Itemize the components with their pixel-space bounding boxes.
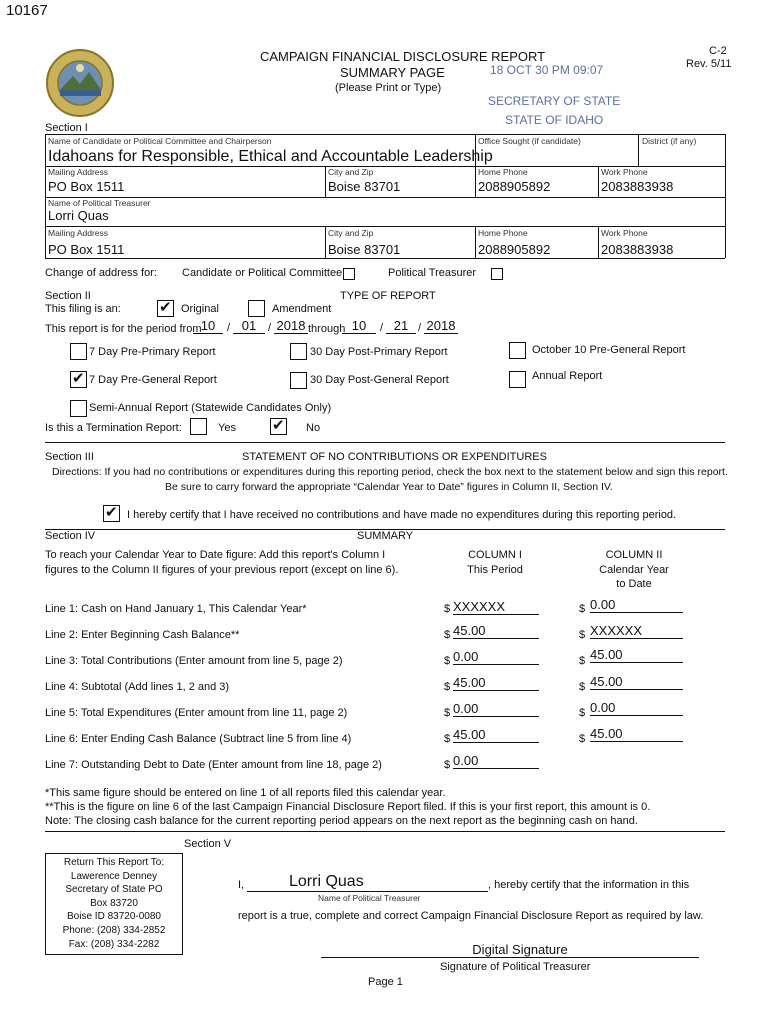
treasurer-city-label: City and Zip (328, 228, 374, 238)
signature-field[interactable]: Digital Signature (321, 942, 699, 958)
mailing-address-label: Mailing Address (48, 167, 109, 177)
treasurer-name-label: Name of Political Treasurer (48, 198, 151, 208)
pre-general-7day-checkbox[interactable] (70, 371, 87, 388)
oct10-pre-general-label: October 10 Pre-General Report (532, 344, 686, 356)
from-day-field[interactable]: 01 (233, 318, 265, 334)
certify-i-label: I, (238, 879, 245, 891)
check-mark-icon: ✔ (159, 299, 172, 316)
form-revision: Rev. 5/11 (686, 58, 732, 70)
post-primary-30day-label: 30 Day Post-Primary Report (310, 346, 448, 358)
footnote-3: Note: The closing cash balance for the current reporting period appears on the next report as the beginning cash on hand. (45, 815, 638, 827)
currency-symbol: $ (579, 707, 586, 719)
termination-label: Is this a Termination Report: (45, 422, 182, 434)
treasurer-mailing-label: Mailing Address (48, 228, 109, 238)
line-1-col1-field[interactable]: XXXXXX (453, 599, 539, 615)
summary-heading: SUMMARY (357, 530, 414, 542)
currency-symbol: $ (444, 681, 451, 693)
certify-statement: , hereby certify that the information in this (488, 879, 690, 891)
column-1-title: COLUMN I (468, 549, 522, 561)
return-address-line: Secretary of State PO (65, 884, 163, 896)
date-separator: / (268, 322, 272, 334)
treasurer-home-field[interactable]: 2088905892 (478, 242, 551, 257)
summary-line-label: Line 2: Enter Beginning Cash Balance** (45, 629, 240, 641)
line-5-col1-field[interactable]: 0.00 (453, 701, 539, 717)
state-seal (45, 48, 115, 118)
page-number: Page 1 (368, 976, 403, 988)
post-general-30day-label: 30 Day Post-General Report (310, 374, 449, 386)
treasurer-name-caption: Name of Political Treasurer (318, 893, 421, 903)
work-phone-field[interactable]: 2083883938 (601, 179, 674, 194)
office-stamp-line2: STATE OF IDAHO (505, 113, 604, 127)
line-4-col2-field[interactable]: 45.00 (590, 674, 683, 690)
line-1-col2-field[interactable]: 0.00 (590, 597, 683, 613)
return-address-line: Return This Report To: (63, 857, 165, 868)
pre-general-7day-label: 7 Day Pre-General Report (89, 374, 217, 386)
currency-symbol: $ (444, 629, 451, 641)
post-primary-30day-checkbox[interactable] (290, 343, 307, 360)
line-6-col2-field[interactable]: 45.00 (590, 726, 683, 742)
no-contributions-heading: STATEMENT OF NO CONTRIBUTIONS OR EXPENDITURES (242, 451, 547, 463)
office-stamp-line1: SECRETARY OF STATE (488, 94, 621, 108)
print-instruction: (Please Print or Type) (335, 82, 442, 94)
summary-line-label: Line 1: Cash on Hand January 1, This Calendar Year* (45, 603, 307, 615)
termination-no-label: No (306, 422, 321, 434)
currency-symbol: $ (579, 733, 586, 745)
currency-symbol: $ (444, 603, 451, 615)
pre-primary-7day-checkbox[interactable] (70, 343, 87, 360)
seal-icon (45, 48, 115, 118)
period-label: This report is for the period from (45, 323, 202, 335)
change-candidate-checkbox[interactable] (343, 268, 355, 280)
line-4-col1-field[interactable]: 45.00 (453, 675, 539, 691)
section-4-title: Section IV (45, 530, 96, 542)
amendment-checkbox[interactable] (248, 300, 265, 317)
change-treasurer-label: Political Treasurer (388, 267, 477, 279)
return-address-line: Lawerence Denney (70, 870, 158, 882)
treasurer-home-label: Home Phone (478, 228, 528, 238)
report-title: CAMPAIGN FINANCIAL DISCLOSURE REPORT (260, 49, 546, 64)
date-separator: / (227, 322, 231, 334)
section-1-title: Section I (45, 122, 88, 134)
document-number: 10167 (6, 2, 48, 19)
return-address-box (45, 853, 183, 955)
report-subtitle: SUMMARY PAGE (340, 65, 445, 80)
return-address-line: Boise ID 83720-0080 (67, 911, 161, 923)
section-3-title: Section III (45, 451, 94, 463)
line-3-col1-field[interactable]: 0.00 (453, 649, 539, 665)
change-address-label: Change of address for: (45, 267, 157, 279)
through-label: through (308, 323, 346, 335)
pre-primary-7day-label: 7 Day Pre-Primary Report (89, 346, 216, 358)
currency-symbol: $ (444, 759, 451, 771)
to-year-field[interactable]: 2018 (424, 318, 458, 334)
mailing-address-field[interactable]: PO Box 1511 (48, 179, 125, 194)
committee-name-label: Name of Candidate or Political Committee and Chairperson (48, 136, 272, 146)
currency-symbol: $ (579, 629, 586, 641)
to-day-field[interactable]: 21 (386, 318, 416, 334)
column-2-subtitle: Calendar Year (599, 564, 669, 576)
column-1-subtitle: This Period (467, 564, 523, 576)
annual-report-checkbox[interactable] (509, 371, 526, 388)
termination-yes-checkbox[interactable] (190, 418, 207, 435)
termination-no-checkbox[interactable] (270, 418, 287, 435)
check-mark-icon: ✔ (272, 417, 285, 434)
original-label: Original (181, 303, 219, 315)
certify-statement-line2: report is a true, complete and correct Campaign Financial Disclosure Report as required by law. (238, 910, 704, 922)
received-stamp: 18 OCT 30 PM 09:07 (490, 63, 604, 77)
line-2-col1-field[interactable]: 45.00 (453, 623, 539, 639)
semi-annual-label: Semi-Annual Report (Statewide Candidates Only) (89, 402, 332, 414)
return-address-line: Fax: (208) 334-2282 (68, 938, 160, 950)
treasurer-mailing-field[interactable]: PO Box 1511 (48, 242, 125, 257)
section-divider (45, 442, 725, 443)
summary-intro-line2: figures to the Column II figures of your previous report (except on line 6). (45, 564, 399, 576)
currency-symbol: $ (579, 681, 586, 693)
semi-annual-checkbox[interactable] (70, 400, 87, 417)
currency-symbol: $ (444, 733, 451, 745)
section-3-directions: Directions: If you had no contributions or expenditures during this reporting period, check the box next to the statement below and sign this report. (52, 466, 728, 478)
treasurer-work-label: Work Phone (601, 228, 648, 238)
summary-line-label: Line 7: Outstanding Debt to Date (Enter amount from line 18, page 2) (45, 759, 382, 771)
original-checkbox[interactable] (157, 300, 174, 317)
currency-symbol: $ (444, 707, 451, 719)
date-separator: / (418, 322, 422, 334)
filing-type-label: This filing is an: (45, 303, 121, 315)
to-month-field[interactable]: 10 (342, 318, 376, 334)
summary-intro-line1: To reach your Calendar Year to Date figure: Add this report's Column I (45, 549, 386, 561)
return-address-line: Box 83720 (90, 897, 138, 909)
treasurer-certify-name-field[interactable]: Lorri Quas (247, 873, 488, 892)
district-label: District (if any) (642, 136, 697, 146)
annual-report-label: Annual Report (532, 370, 603, 382)
city-zip-field[interactable]: Boise 83701 (328, 179, 401, 194)
termination-yes-label: Yes (218, 422, 236, 434)
column-2-subtitle: to Date (616, 578, 652, 590)
committee-name-field[interactable]: Idahoans for Responsible, Ethical and Accountable Leadership (48, 148, 493, 165)
type-of-report-heading: TYPE OF REPORT (340, 290, 436, 302)
section-2-title: Section II (45, 290, 91, 302)
check-mark-icon: ✔ (72, 370, 85, 387)
section-divider (45, 831, 725, 832)
check-mark-icon: ✔ (105, 504, 118, 521)
line-3-col2-field[interactable]: 45.00 (590, 647, 683, 663)
treasurer-work-field[interactable]: 2083883938 (601, 242, 674, 257)
currency-symbol: $ (579, 655, 586, 667)
summary-line-label: Line 4: Subtotal (Add lines 1, 2 and 3) (45, 681, 230, 693)
currency-symbol: $ (444, 655, 451, 667)
summary-line-label: Line 6: Enter Ending Cash Balance (Subtract line 5 from line 4) (45, 733, 352, 745)
footnote-2: **This is the figure on line 6 of the last Campaign Financial Disclosure Report filed. If this is your first report, this amount is 0. (45, 801, 651, 813)
footnote-1: *This same figure should be entered on line 1 of all reports filed this calendar year. (45, 787, 446, 799)
oct10-pre-general-checkbox[interactable] (509, 342, 526, 359)
from-year-field[interactable]: 2018 (274, 318, 308, 334)
no-activity-certify-label: I hereby certify that I have received no contributions and have made no expenditures during this reporting period. (127, 509, 677, 521)
line-6-col1-field[interactable]: 45.00 (453, 727, 539, 743)
summary-line-label: Line 3: Total Contributions (Enter amount from line 5, page 2) (45, 655, 343, 667)
from-month-field[interactable]: 10 (193, 318, 223, 334)
work-phone-label: Work Phone (601, 167, 648, 177)
office-sought-label: Office Sought (if candidate) (478, 136, 581, 146)
line-5-col2-field[interactable]: 0.00 (590, 700, 683, 716)
treasurer-city-field[interactable]: Boise 83701 (328, 242, 401, 257)
post-general-30day-checkbox[interactable] (290, 372, 307, 389)
line-2-col2-field[interactable]: XXXXXX (590, 623, 683, 639)
return-address-line: Phone: (208) 334-2852 (62, 924, 166, 936)
currency-symbol: $ (579, 603, 586, 615)
signature-caption: Signature of Political Treasurer (440, 961, 591, 973)
section-3-carry-forward: Be sure to carry forward the appropriate “Calendar Year to Date” figures in Column II, Section IV. (165, 481, 613, 493)
amendment-label: Amendment (272, 303, 332, 315)
home-phone-field[interactable]: 2088905892 (478, 179, 551, 194)
home-phone-label: Home Phone (478, 167, 528, 177)
treasurer-name-field[interactable]: Lorri Quas (48, 208, 109, 223)
city-zip-label: City and Zip (328, 167, 374, 177)
date-separator: / (380, 322, 384, 334)
form-code: C-2 (709, 45, 727, 57)
section-5-title: Section V (184, 838, 232, 850)
change-treasurer-checkbox[interactable] (491, 268, 503, 280)
no-activity-checkbox[interactable] (103, 505, 120, 522)
column-2-title: COLUMN II (605, 549, 663, 561)
line-7-col1-field[interactable]: 0.00 (453, 753, 539, 769)
change-candidate-label: Candidate or Political Committee (182, 267, 343, 279)
summary-line-label: Line 5: Total Expenditures (Enter amount from line 11, page 2) (45, 707, 348, 719)
